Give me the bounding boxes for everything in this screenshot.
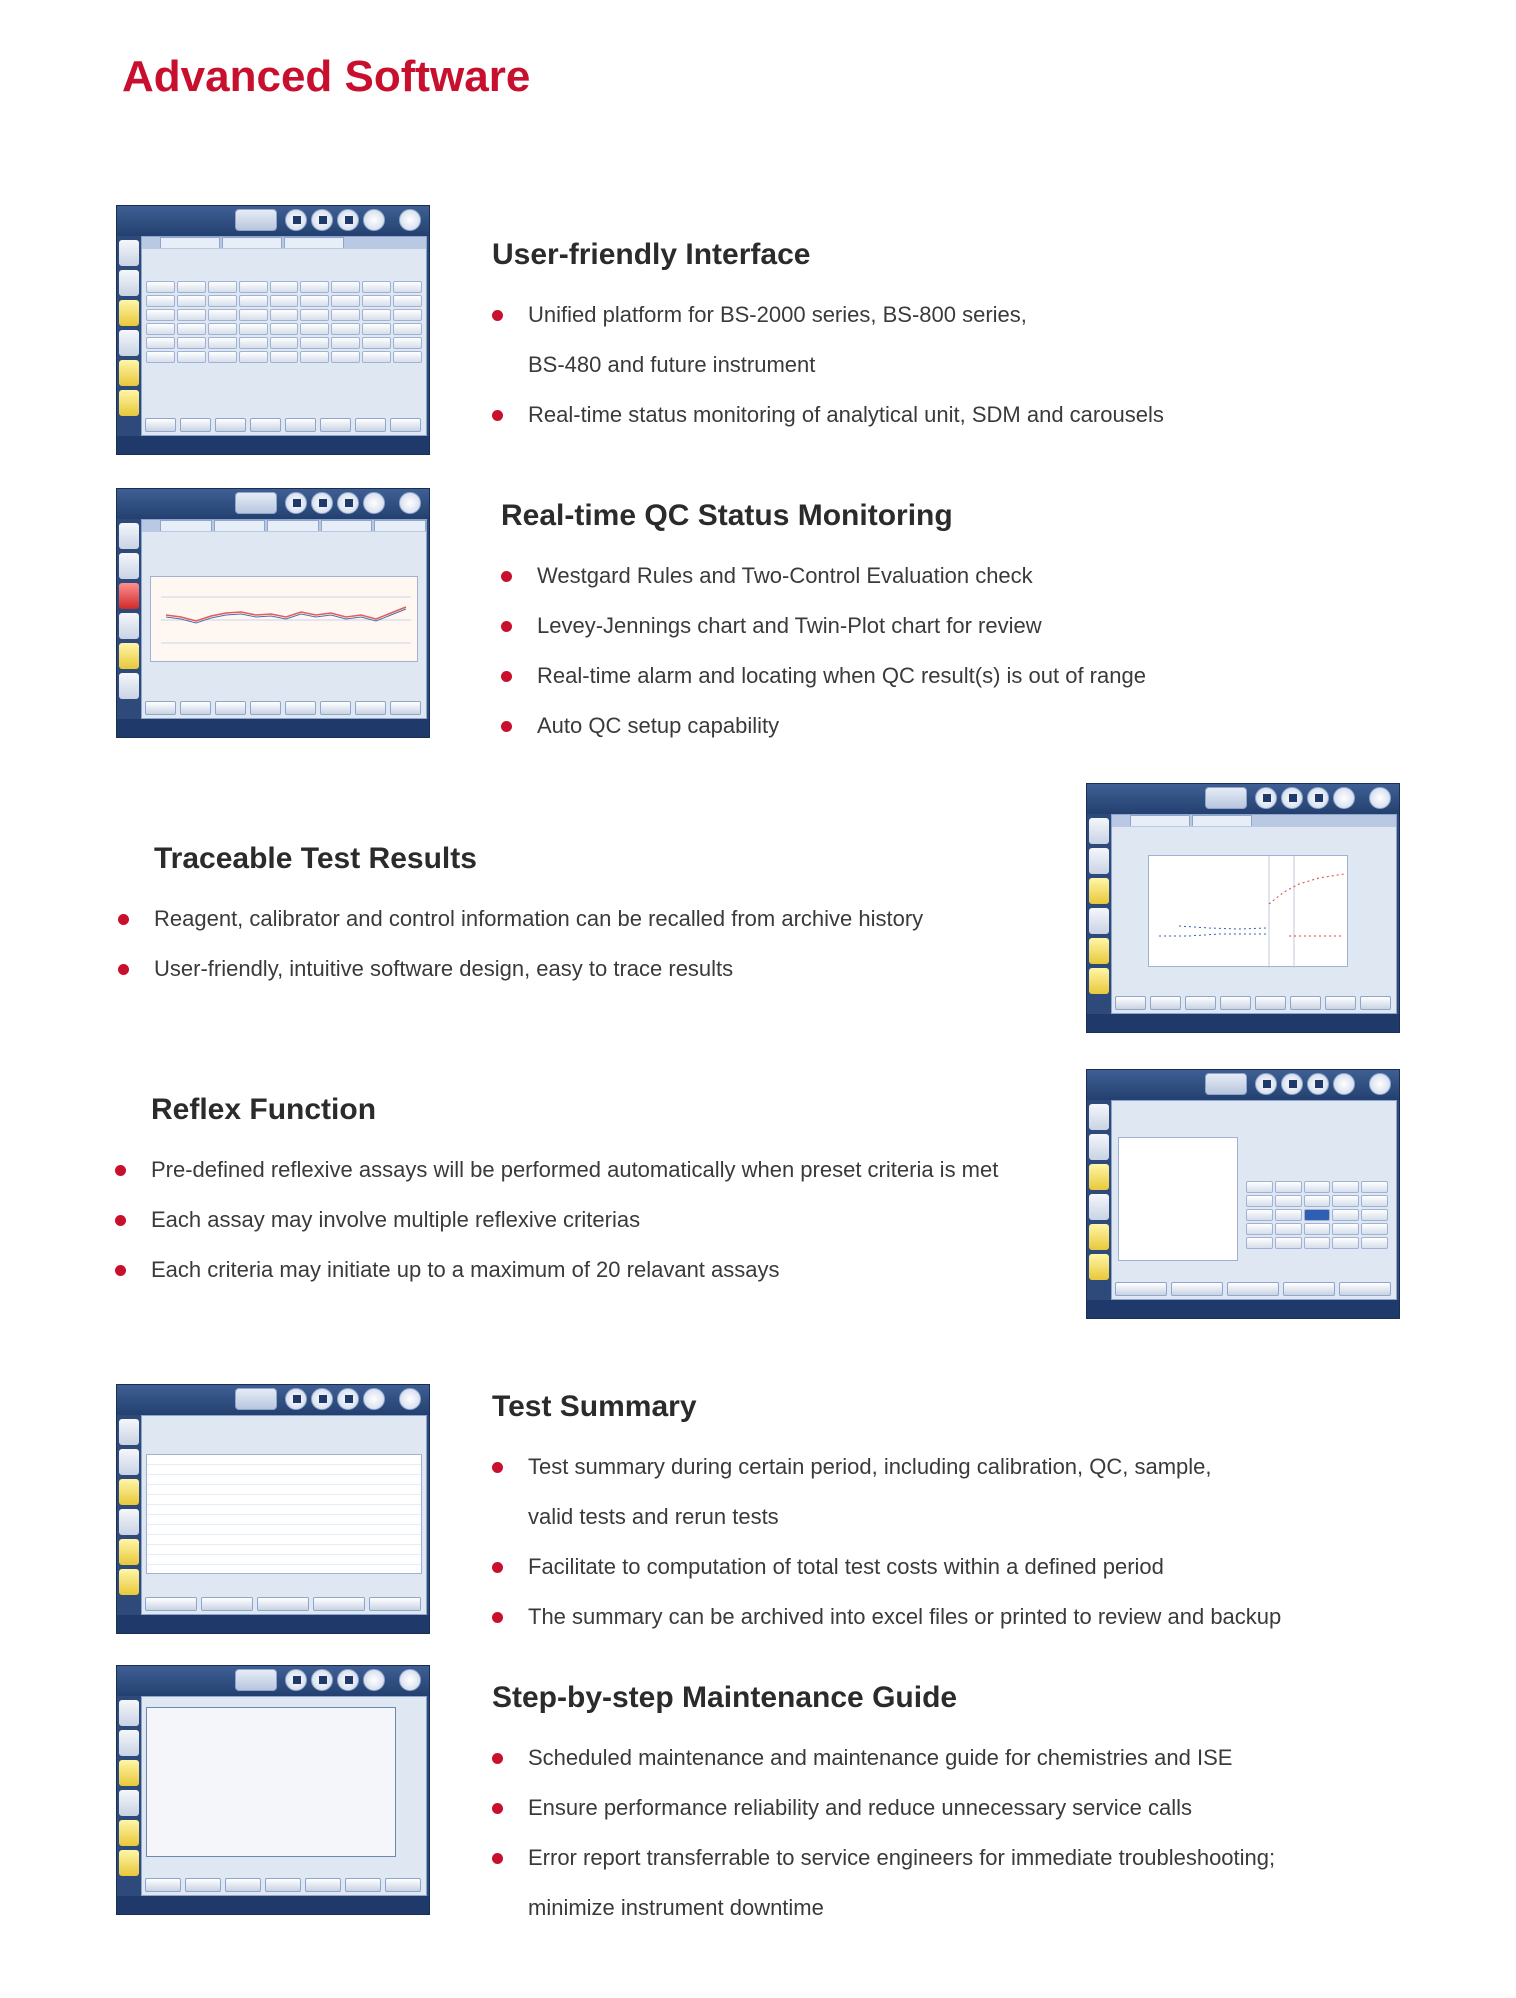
bullet-dot-icon	[492, 1753, 503, 1764]
bullet-item: Each assay may involve multiple reflexive criterias	[115, 1195, 998, 1245]
section-user-friendly-interface	[492, 238, 1164, 440]
software-screenshot-maintenance	[116, 1665, 430, 1915]
bullet-dot-icon	[492, 310, 503, 321]
section-qc-status-monitoring	[501, 499, 1146, 751]
software-screenshot-qc	[116, 488, 430, 738]
bullet-item: Real-time alarm and locating when QC result(s) is out of range	[501, 651, 1146, 701]
bullet-dot-icon	[501, 671, 512, 682]
bullet-item: Pre-defined reflexive assays will be performed automatically when preset criteria is met	[115, 1145, 998, 1195]
bullet-dot-icon	[501, 571, 512, 582]
bullet-item: Each criteria may initiate up to a maximum of 20 relavant assays	[115, 1245, 998, 1295]
section-maintenance-guide	[492, 1681, 1275, 1933]
bullet-item: Facilitate to computation of total test costs within a defined period	[492, 1542, 1281, 1592]
bullet-dot-icon	[501, 721, 512, 732]
bullet-dot-icon	[492, 410, 503, 421]
bullet-item: Scheduled maintenance and maintenance guide for chemistries and ISE	[492, 1733, 1275, 1783]
bullet-item: Reagent, calibrator and control information can be recalled from archive history	[118, 894, 923, 944]
bullet-continuation: minimize instrument downtime	[528, 1895, 824, 1920]
software-screenshot-test-summary	[116, 1384, 430, 1634]
bullet-item: Ensure performance reliability and reduce unnecessary service calls	[492, 1783, 1275, 1833]
section-title: User-friendly Interface	[492, 238, 811, 271]
section-test-summary	[492, 1390, 1281, 1642]
software-screenshot-reflex	[1086, 1069, 1400, 1319]
bullet-item: The summary can be archived into excel files or printed to review and backup	[492, 1592, 1281, 1642]
bullet-dot-icon	[501, 621, 512, 632]
bullet-dot-icon	[492, 1853, 503, 1864]
bullet-dot-icon	[118, 914, 129, 925]
section-reflex-function	[115, 1093, 998, 1295]
section-title: Reflex Function	[151, 1093, 377, 1126]
software-screenshot-sample	[116, 205, 430, 455]
section-traceable-test-results	[118, 842, 923, 994]
bullet-item: Auto QC setup capability	[501, 701, 1146, 751]
bullet-continuation: BS-480 and future instrument	[528, 352, 816, 377]
bullet-dot-icon	[115, 1265, 126, 1276]
bullet-dot-icon	[115, 1165, 126, 1176]
bullet-dot-icon	[492, 1462, 503, 1473]
reaction-curve-graphic	[1149, 856, 1349, 968]
software-screenshot-reaction-curve	[1086, 783, 1400, 1033]
bullet-item: Real-time status monitoring of analytical unit, SDM and carousels	[492, 390, 1164, 440]
bullet-continuation: valid tests and rerun tests	[528, 1504, 779, 1529]
section-title: Test Summary	[492, 1390, 697, 1423]
qc-trend-graphic	[151, 577, 421, 663]
section-title: Real-time QC Status Monitoring	[501, 499, 953, 532]
bullet-item: Test summary during certain period, including calibration, QC, sample,	[492, 1442, 1281, 1492]
bullet-item: Error report transferrable to service engineers for immediate troubleshooting;	[492, 1833, 1275, 1883]
section-title: Traceable Test Results	[154, 842, 477, 875]
bullet-dot-icon	[492, 1562, 503, 1573]
bullet-dot-icon	[118, 964, 129, 975]
bullet-dot-icon	[492, 1612, 503, 1623]
bullet-item: Levey-Jennings chart and Twin-Plot chart for review	[501, 601, 1146, 651]
bullet-dot-icon	[492, 1803, 503, 1814]
bullet-dot-icon	[115, 1215, 126, 1226]
bullet-item: Westgard Rules and Two-Control Evaluation check	[501, 551, 1146, 601]
section-title: Step-by-step Maintenance Guide	[492, 1681, 958, 1714]
bullet-item: User-friendly, intuitive software design, easy to trace results	[118, 944, 923, 994]
bullet-item: Unified platform for BS-2000 series, BS-800 series,	[492, 290, 1164, 340]
page-title: Advanced Software	[122, 52, 531, 101]
